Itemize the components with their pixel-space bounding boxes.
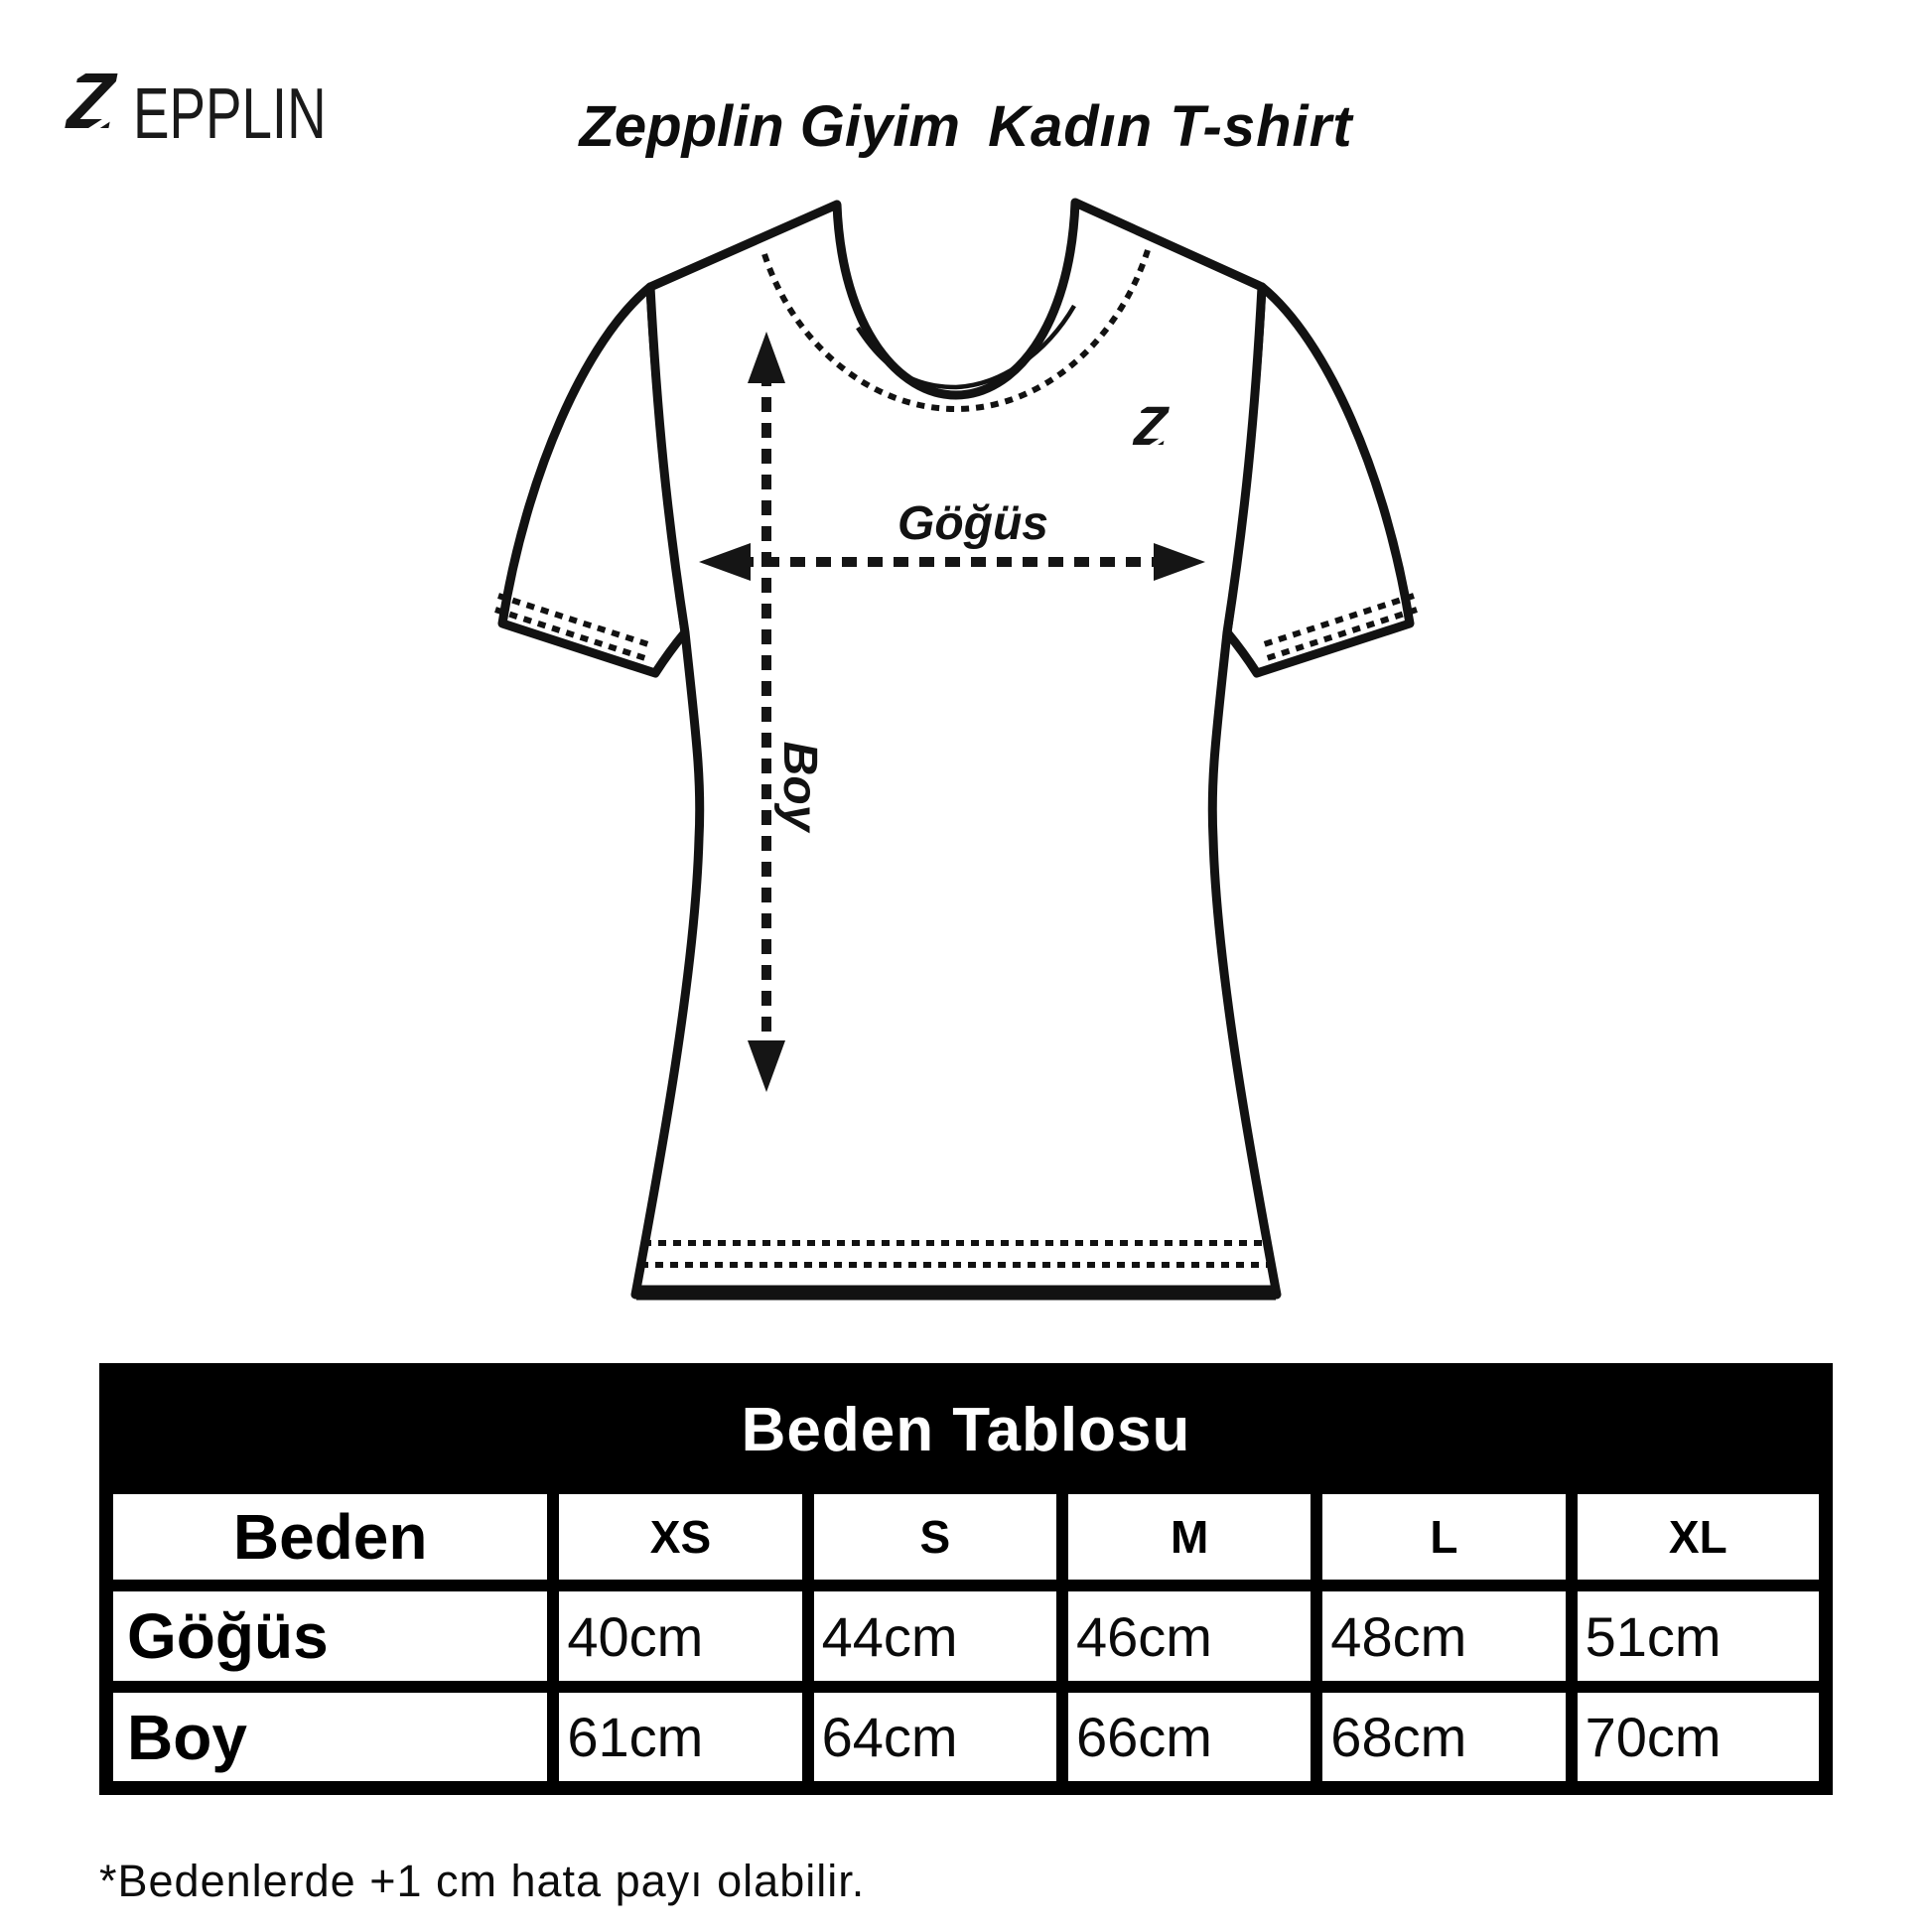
header-cell-s: S [808,1488,1062,1586]
size-table-title: Beden Tablosu [106,1370,1826,1488]
size-table-section [99,1363,1833,1795]
table-row-chest [106,1586,1826,1687]
page-title-regular: Zepplin Giyim [579,94,960,159]
header-cell-xs: XS [553,1488,807,1586]
chest-value-xs: 40cm [553,1586,807,1687]
length-value-xl: 70cm [1572,1687,1826,1788]
length-value-s: 64cm [808,1687,1062,1788]
length-value-xs: 61cm [553,1687,807,1788]
chest-value-s: 44cm [808,1586,1062,1687]
header-cell-xl: XL [1572,1488,1826,1586]
size-table [99,1363,1833,1795]
brand-wordmark: EPPLIN [133,72,327,154]
length-value-l: 68cm [1316,1687,1571,1788]
chest-value-l: 48cm [1316,1586,1571,1687]
header-cell-beden: Beden [106,1488,553,1586]
length-measure-label: Boy [773,741,826,832]
length-value-m: 66cm [1062,1687,1316,1788]
row-label-length: Boy [106,1687,553,1788]
tshirt-measurement-diagram [387,149,1539,1320]
row-label-chest: Göğüs [106,1586,553,1687]
chest-value-m: 46cm [1062,1586,1316,1687]
chest-value-xl: 51cm [1572,1586,1826,1687]
size-table-title-row [106,1370,1826,1488]
header-cell-m: M [1062,1488,1316,1586]
header-cell-l: L [1316,1488,1571,1586]
page-title-bold: Kadın T-shirt [988,94,1353,159]
tolerance-footnote: *Bedenlerde +1 cm hata payı olabilir. [99,1856,866,1906]
size-table-header-row [106,1488,1826,1586]
tshirt-body-outline [635,203,1277,1295]
table-row-length [106,1687,1826,1788]
chest-measure-label: Göğüs [897,497,1048,550]
